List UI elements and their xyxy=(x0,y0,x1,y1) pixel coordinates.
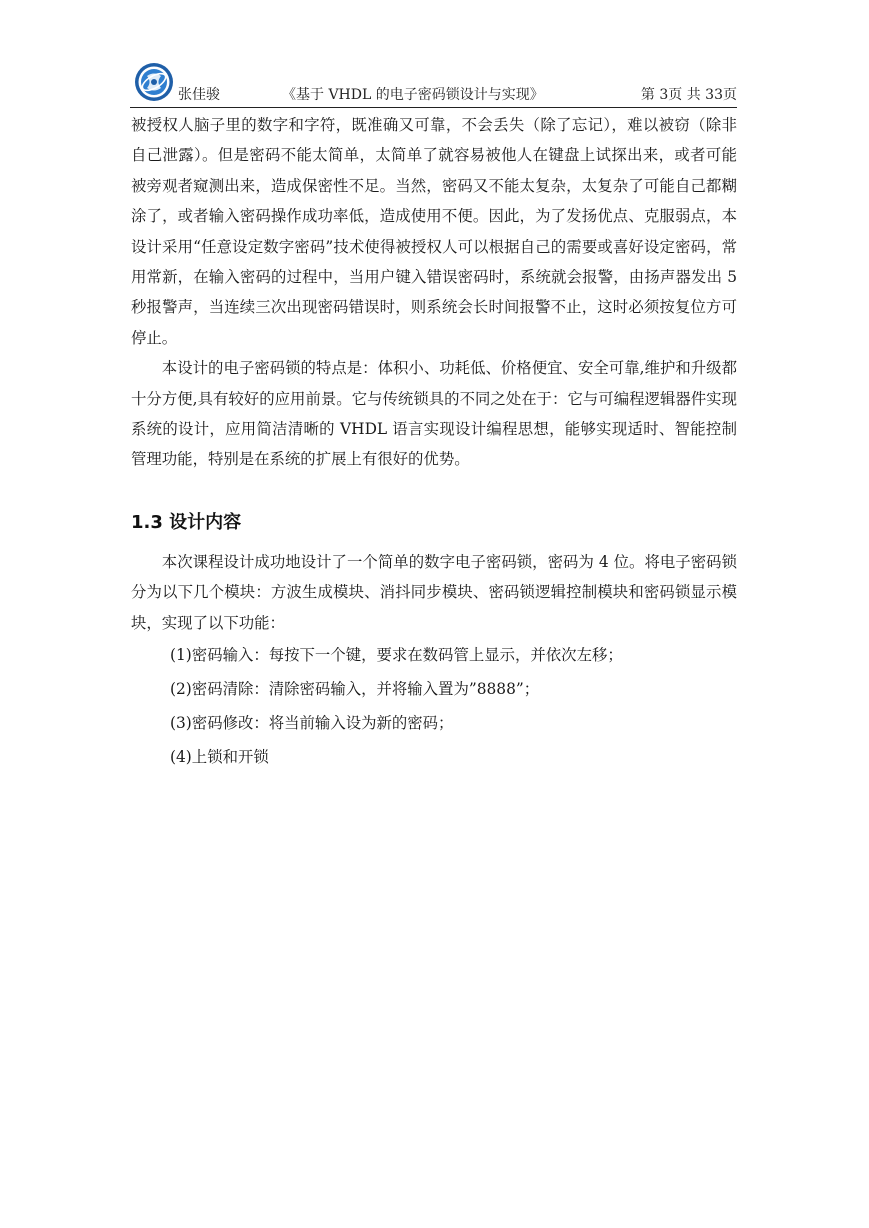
header-author: 张佳骏 xyxy=(178,87,220,103)
function-item: (4)上锁和开锁 xyxy=(170,748,269,767)
page-header xyxy=(130,62,737,108)
paragraph-features: 本设计的电子密码锁的特点是：体积小、功耗低、价格便宜、安全可靠,维护和升级都十分方便,具有较好的应用前景。它与传统锁具的不同之处在于：它与可编程逻辑器件实现系统的设计，应用简洁清晰的 VHDL 语言实现设计编程思想，能够实现适时、智能控制管理功能，特别是在系统的扩展上有很好的优势。 xyxy=(131,359,737,469)
header-document-title: 《基于 VHDL 的电子密码锁设计与实现》 xyxy=(282,87,544,103)
page-content xyxy=(131,110,737,774)
section-heading: 1.3 设计内容 xyxy=(131,511,242,533)
paragraph-design-content: 本次课程设计成功地设计了一个简单的数字电子密码锁，密码为 4 位。将电子密码锁分为以下几个模块：方波生成模块、消抖同步模块、密码锁逻辑控制模块和密码锁显示模块，实现了以下功能： xyxy=(131,552,737,632)
university-emblem-icon xyxy=(134,62,174,102)
header-page-info: 第 3页 共 33页 xyxy=(640,87,737,103)
header-rule xyxy=(130,107,737,108)
function-item: (3)密码修改：将当前输入设为新的密码； xyxy=(170,714,454,733)
paragraph-continued: 被授权人脑子里的数字和字符，既准确又可靠，不会丢失（除了忘记），难以被窃（除非自己泄露）。但是密码不能太简单，太简单了就容易被他人在键盘上试探出来，或者可能被旁观者窥测出来，造成保密性不足。当然，密码又不能太复杂，太复杂了可能自己都糊涂了，或者输入密码操作成功率低，造成使用不便。因此，为了发扬优点、克服弱点，本设计采用“任意设定数字密码”技术使得被授权人可以根据自己的需要或喜好设定密码，常用常新，在输入密码的过程中，当用户键入错误密码时，系统就会报警，由扬声器发出 5 秒报警声，当连续三次出现密码错误时，则系统会长时间报警不止，这时必须按复位方可停止。 xyxy=(131,116,737,347)
function-item: (1)密码输入：每按下一个键，要求在数码管上显示，并依次左移； xyxy=(170,646,623,665)
function-item: (2)密码清除：清除密码输入，并将输入置为”8888”； xyxy=(170,680,540,699)
